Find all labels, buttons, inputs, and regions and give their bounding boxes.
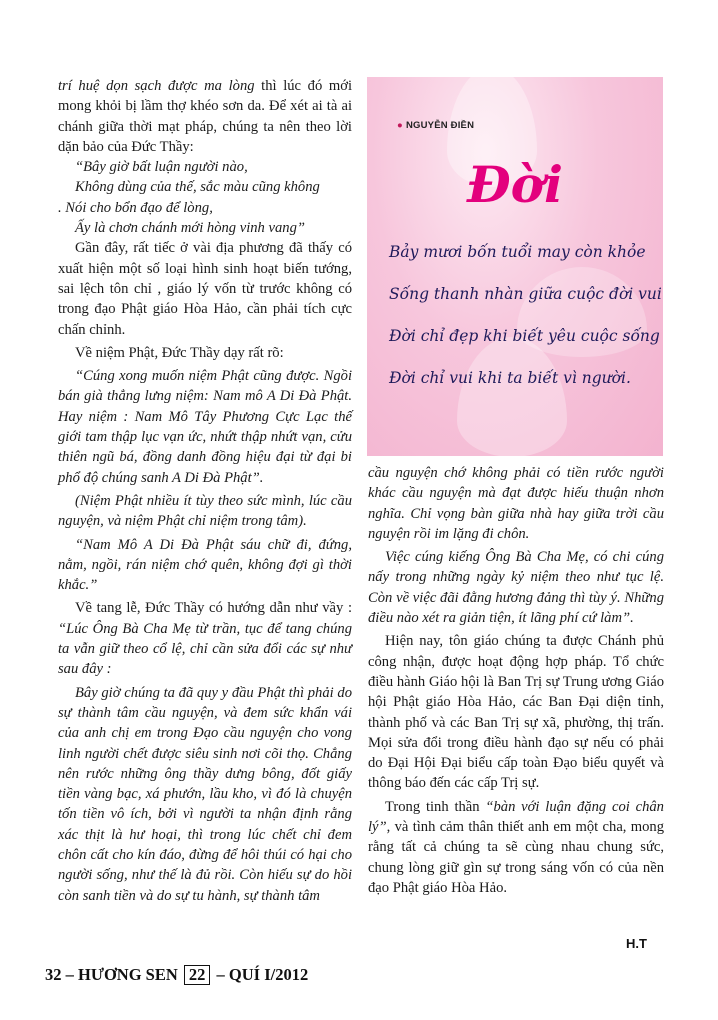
closing-quote: “bàn với luận đặng coi chân lý” [368, 798, 664, 836]
poem-author-name: NGUYỄN ĐIỀN [405, 120, 475, 131]
paragraph-intro [58, 76, 352, 157]
paragraph-closing [368, 797, 664, 898]
verse-line: “Bây giờ bất luận người nào, [75, 159, 248, 176]
quote-paragraph: “Nam Mô A Di Đà Phật sáu chữ đi, đứng, nằm, ngồi, rán niệm chớ quên, không đợi gì thời khắc.” [58, 536, 352, 594]
magazine-name: – HƯƠNG SEN [65, 965, 178, 984]
quote-paragraph: cầu nguyện chớ không phải có tiền rước người khác cầu nguyện mà đạt được hiếu thuận nhơn nghĩa. Chỉ vọng bàn giữa nhà hay giữa trời cầu nguyện rồi im lặng đi chôn. [368, 465, 664, 542]
quote-paragraph: (Niệm Phật nhiều ít tùy theo sức mình, lúc cầu nguyện, và niệm Phật chỉ niệm trong tâm). [58, 492, 352, 530]
poem-line: Sống thanh nhàn giữa cuộc đời vui [389, 285, 662, 303]
quote-paragraph: Việc cúng kiếng Ông Bà Cha Mẹ, có chi cúng nấy trong những ngày kỷ niệm theo như tục lệ. Còn về việc đãi đằng hương đảng thì tùy ý. Những điều nào xét ra giản tiện, ít lãng phí cứ làm”. [368, 549, 664, 627]
verse-line: . Nói cho bổn đạo để lòng, [58, 199, 213, 216]
lotus-petal-decoration [457, 337, 567, 456]
poem-line: Bảy mươi bốn tuổi may còn khỏe [389, 243, 646, 261]
quote-paragraph: “Cúng xong muốn niệm Phật cũng được. Ngồi bán già thẳng lưng niệm: Nam mô A Di Đà Phật. Hay niệm : Nam Mô Tây Phương Cực Lạc thế giới tam thập lục vạn ức, nhứt thập nhứt vạn, cửu thiên ngũ bá, đồng danh đồng hiệu đại từ đại bi phổ độ chúng sanh A Di Đà Phật”. [58, 368, 352, 486]
poem-box [367, 77, 663, 456]
quote-paragraph: Bây giờ chúng ta đã quy y đầu Phật thì phải do sự thành tâm cầu nguyện, và đem sức khẩn vái của anh chị em trong Đạo cầu nguyện cho vong linh người chết được siêu sinh nơi cõi thọ. Chẳng nên rước những ông thầy dưng bông, đốt giấy tiền vàng bạc, xá phướn, lầu kho, vì đó là chuyện tốn tiền vô ích, bởi vì người ta nhận định rằng xác thịt là hư hoại, thì trong lúc chết chỉ đem chôn cất cho kín đáo, đừng để hôi thúi có hại cho người sống, như thế là đủ rồi. Còn hiếu sự do hồi còn sanh tiền và do sự tu hành, sự thành tâm [58, 684, 352, 904]
funeral-intro: Về tang lễ, Đức Thầy có hướng dẫn như vầy : [75, 600, 352, 617]
poem-line: Đời chỉ vui khi ta biết vì người. [389, 369, 631, 387]
intro-text: thì lúc đó mới mong khỏi bị lầm thợ khéo sơn da. Để xét ai tà ai chánh giữa thời mạt pháp, chúng ta nên theo lời dặn bảo của Đức Thầy: [58, 78, 352, 155]
funeral-quote: “Lúc Ông Bà Cha Mẹ từ trần, tục để tang chúng ta vẫn giữ theo cổ lệ, chỉ cần sửa đổi các sự như sau đây : [58, 620, 352, 678]
paragraph: Hiện nay, tôn giáo chúng ta được Chánh phủ công nhận, được hoạt động hợp pháp. Tổ chức điều hành Giáo hội là Ban Trị sự Trung ương Giáo hội Phật giáo Hòa Hảo, các Ban Đại diện tỉnh, thành phố và các Ban Trị sự xã, phường, thị trấn. Mọi sửa đổi trong điều hành đạo sự nếu có phải do Đại Hội Đại biểu cấp toàn Đạo biểu quyết và thông báo đến các cấp Trị sự. [368, 633, 664, 792]
paragraph: Gần đây, rất tiếc ở vài địa phương đã thấy có xuất hiện một số loại hình sinh hoạt biến tướng, sai lệch tôn chỉ , giáo lý vốn từ trước không có trong đạo Phật giáo Hòa Hảo, cần phải tích cực chấn chỉnh. [58, 240, 352, 338]
issue-quarter: – QUÍ I/2012 [216, 965, 309, 984]
page-footer [45, 965, 308, 985]
poem-title: Đời [466, 155, 564, 214]
bullet-icon: ● [397, 120, 403, 131]
page-number: 32 [45, 965, 62, 984]
paragraph: Về niệm Phật, Đức Thầy dạy rất rõ: [75, 344, 284, 361]
verse-line: Không dùng của thế, sắc màu cũng không [75, 179, 320, 196]
intro-italic: trí huệ dọn sạch được ma lòng [58, 78, 255, 94]
poem-line: Đời chỉ đẹp khi biết yêu cuộc sống [389, 327, 660, 345]
verse-line: Ấy là chơn chánh mới hòng vinh vang” [75, 220, 305, 237]
closing-text-end: , và tình cảm thân thiết anh em một cha, mong rằng tất cả chúng ta sẽ cùng nhau chung sức, chung lòng giữ gìn sự trong sáng vốn có của nền đạo Phật giáo Hòa Hảo. [368, 819, 664, 896]
author-signature: H.T [626, 936, 647, 951]
issue-number: 22 [184, 965, 211, 985]
left-text-column [58, 76, 352, 906]
closing-text: Trong tinh thần [385, 798, 486, 815]
right-text-column [368, 463, 664, 898]
poem-author [397, 120, 474, 131]
paragraph-funeral [58, 598, 352, 679]
